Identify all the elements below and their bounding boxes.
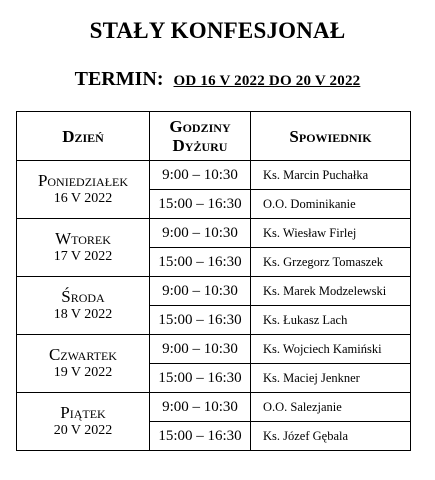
confessor-cell: Ks. Marcin Puchałka: [251, 161, 411, 190]
header-hours-line1: Godziny: [169, 117, 231, 136]
hours-cell: 9:00 – 10:30: [150, 335, 251, 364]
hours-cell: 9:00 – 10:30: [150, 393, 251, 422]
hours-cell: 15:00 – 16:30: [150, 422, 251, 451]
table-row: [17, 393, 411, 422]
table-row: [17, 161, 411, 190]
confessor-cell: O.O. Dominikanie: [251, 190, 411, 219]
term-range: OD 16 V 2022 DO 20 V 2022: [173, 73, 361, 89]
header-confessor: Spowiednik: [251, 112, 411, 161]
day-cell: [17, 335, 150, 393]
day-cell: [17, 161, 150, 219]
table-row: [17, 277, 411, 306]
day-date: 17 V 2022: [53, 248, 113, 264]
confessor-cell: Ks. Józef Gębala: [251, 422, 411, 451]
confessor-cell: Ks. Marek Modzelewski: [251, 277, 411, 306]
day-cell: [17, 277, 150, 335]
table-row: [17, 335, 411, 364]
schedule-body: [17, 161, 411, 451]
hours-cell: 9:00 – 10:30: [150, 277, 251, 306]
day-cell: [17, 393, 150, 451]
page-title: STAŁY KONFESJONAŁ: [89, 18, 346, 43]
hours-cell: 15:00 – 16:30: [150, 248, 251, 277]
table-row: [17, 219, 411, 248]
confessor-cell: Ks. Maciej Jenkner: [251, 364, 411, 393]
header-day: Dzień: [17, 112, 150, 161]
hours-cell: 15:00 – 16:30: [150, 364, 251, 393]
header-hours: [150, 112, 251, 161]
day-date: 19 V 2022: [53, 364, 113, 380]
header-hours-line2: Dyżuru: [172, 136, 228, 155]
day-date: 16 V 2022: [53, 190, 113, 206]
day-cell: [17, 219, 150, 277]
hours-cell: 15:00 – 16:30: [150, 190, 251, 219]
confessor-cell: Ks. Wiesław Firlej: [251, 219, 411, 248]
day-date: 20 V 2022: [53, 422, 113, 438]
hours-cell: 15:00 – 16:30: [150, 306, 251, 335]
schedule-table: [16, 111, 411, 451]
day-name: Piątek: [60, 402, 106, 422]
confessor-cell: O.O. Salezjanie: [251, 393, 411, 422]
day-name: Środa: [61, 286, 105, 306]
header-row: [17, 112, 411, 161]
confessor-cell: Ks. Łukasz Lach: [251, 306, 411, 335]
hours-cell: 9:00 – 10:30: [150, 161, 251, 190]
day-name: Poniedziałek: [37, 170, 129, 190]
term-line: [0, 68, 435, 91]
term-label: TERMIN:: [74, 68, 164, 90]
confessor-cell: Ks. Wojciech Kamiński: [251, 335, 411, 364]
confessor-cell: Ks. Grzegorz Tomaszek: [251, 248, 411, 277]
day-name: Czwartek: [49, 344, 117, 364]
day-date: 18 V 2022: [53, 306, 113, 322]
day-name: Wtorek: [55, 228, 111, 248]
hours-cell: 9:00 – 10:30: [150, 219, 251, 248]
